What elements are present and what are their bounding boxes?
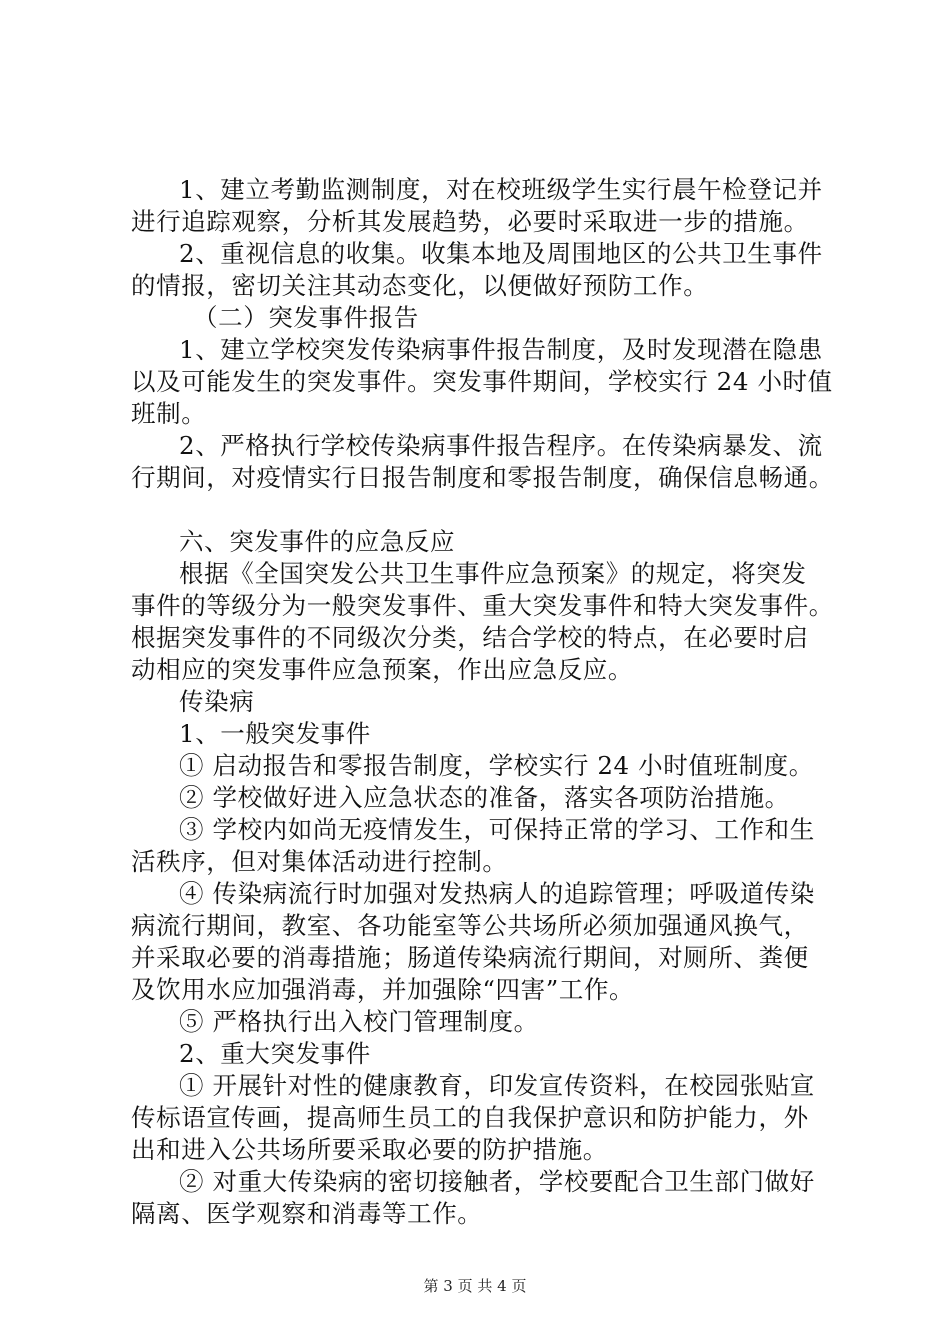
list-item: ② 对重大传染病的密切接触者，学校要配合卫生部门做好 [179,1167,815,1196]
paragraph-line: 以及可能发生的突发事件。突发事件期间，学校实行 24 小时值 [131,367,833,396]
section-heading: 传染病 [179,687,255,716]
section-heading: （二）突发事件报告 [193,303,419,332]
paragraph-line: 及饮用水应加强消毒，并加强除“四害”工作。 [131,975,635,1004]
paragraph-line: 并采取必要的消毒措施；肠道传染病流行期间，对厕所、粪便 [131,943,809,972]
paragraph-line: 的情报，密切关注其动态变化，以便做好预防工作。 [131,271,709,300]
paragraph-line: 进行追踪观察，分析其发展趋势，必要时采取进一步的措施。 [131,207,809,236]
list-item: ② 学校做好进入应急状态的准备，落实各项防治措施。 [179,783,790,812]
list-item: ④ 传染病流行时加强对发热病人的追踪管理；呼吸道传染 [179,879,815,908]
paragraph-line: 2、严格执行学校传染病事件报告程序。在传染病暴发、流 [179,431,823,460]
paragraph-line: 行期间，对疫情实行日报告制度和零报告制度，确保信息畅通。 [131,463,834,492]
list-item: ⑤ 严格执行出入校门管理制度。 [179,1007,539,1036]
paragraph-line: 根据《全国突发公共卫生事件应急预案》的规定，将突发 [179,559,807,588]
paragraph-line: 班制。 [131,399,207,428]
paragraph-line: 1、建立学校突发传染病事件报告制度，及时发现潜在隐患 [179,335,823,364]
list-item: ③ 学校内如尚无疫情发生，可保持正常的学习、工作和生 [179,815,815,844]
paragraph-line: 1、建立考勤监测制度，对在校班级学生实行晨午检登记并 [179,175,823,204]
paragraph-line: 根据突发事件的不同级次分类，结合学校的特点，在必要时启 [131,623,809,652]
paragraph-line: 2、重视信息的收集。收集本地及周围地区的公共卫生事件 [179,239,823,268]
paragraph-line: 病流行期间，教室、各功能室等公共场所必须加强通风换气， [131,911,809,940]
section-heading: 1、一般突发事件 [179,719,371,748]
paragraph-line: 传标语宣传画，提高师生员工的自我保护意识和防护能力，外 [131,1103,809,1132]
paragraph-line: 活秩序，但对集体活动进行控制。 [131,847,508,876]
section-heading: 2、重大突发事件 [179,1039,371,1068]
paragraph-line: 动相应的突发事件应急预案，作出应急反应。 [131,655,633,684]
page-number: 第 3 页 共 4 页 [423,1277,527,1295]
list-item: ① 启动报告和零报告制度，学校实行 24 小时值班制度。 [179,751,814,780]
list-item: ① 开展针对性的健康教育，印发宣传资料，在校园张贴宣 [179,1071,815,1100]
paragraph-line: 出和进入公共场所要采取必要的防护措施。 [131,1135,608,1164]
paragraph-line: 隔离、医学观察和消毒等工作。 [131,1199,483,1228]
section-heading: 六、突发事件的应急反应 [179,527,456,556]
paragraph-line: 事件的等级分为一般突发事件、重大突发事件和特大突发事件。 [131,591,834,620]
